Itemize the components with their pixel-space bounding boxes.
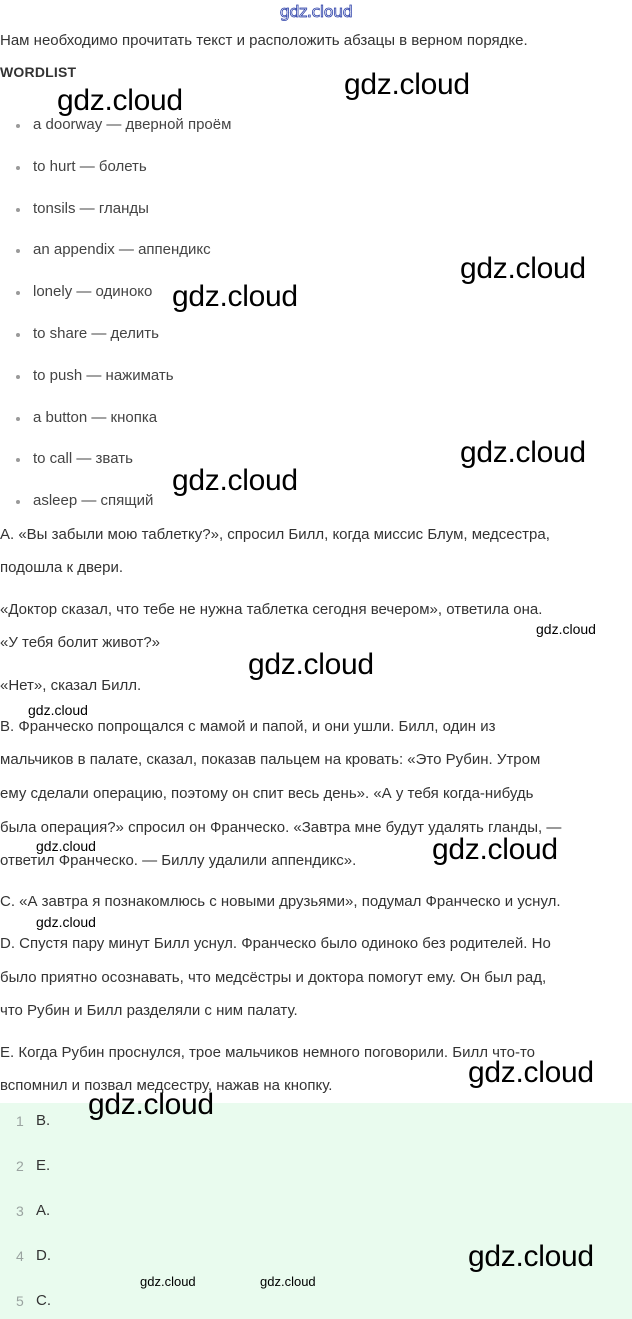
bullet-icon [16, 500, 20, 504]
paragraph-a-line: подошла к двери. [0, 559, 124, 576]
watermark: gdz.cloud [468, 1056, 594, 1089]
bullet-icon [16, 417, 20, 421]
watermark: gdz.cloud [57, 84, 183, 117]
watermark: gdz.cloud [248, 648, 374, 681]
paragraph-c-line: C. «А завтра я познакомлюсь с новыми друзьями», подумал Франческо и уснул. [0, 893, 561, 910]
watermark: gdz.cloud [172, 464, 298, 497]
paragraph-d-line: что Рубин и Билл разделяли с ним палату. [0, 1002, 298, 1019]
bullet-icon [16, 333, 20, 337]
paragraph-b-line: была операция?» спросил он Франческо. «Завтра мне будут удалять гланды, — [0, 819, 562, 836]
bullet-icon [16, 208, 20, 212]
answer-list: 1 B. 2 E. 3 A. 4 D. 5 C. [0, 1103, 632, 1319]
watermark: gdz.cloud [260, 1274, 316, 1289]
paragraph-a-line: «У тебя болит живот?» [0, 634, 161, 651]
paragraph-d-line: D. Спустя пару минут Билл уснул. Франческо было одиноко без родителей. Но [0, 935, 551, 952]
bullet-icon [16, 291, 20, 295]
paragraph-b-line: ему сделали операцию, поэтому он спит весь день». «А у тебя когда-нибудь [0, 785, 534, 802]
watermark: gdz.cloud [460, 436, 586, 469]
watermark: gdz.cloud [536, 621, 596, 637]
bullet-icon [16, 166, 20, 170]
bullet-icon [16, 249, 20, 253]
bullet-icon [16, 124, 20, 128]
watermark: gdz.cloud [460, 252, 586, 285]
bullet-icon [16, 458, 20, 462]
watermark: gdz.cloud [468, 1240, 594, 1273]
watermark: gdz.cloud [172, 280, 298, 313]
watermark: gdz.cloud [28, 702, 88, 718]
paragraph-e-line: вспомнил и позвал медсестру, нажав на кнопку. [0, 1077, 333, 1094]
watermark: gdz.cloud [36, 914, 96, 930]
paragraph-b-line: ответил Франческо. — Биллу удалили аппендикс». [0, 852, 357, 869]
watermark: gdz.cloud [36, 838, 96, 854]
intro-text: Нам необходимо прочитать текст и расположить абзацы в верном порядке. [0, 32, 528, 49]
wordlist-heading: WORDLIST [0, 64, 77, 80]
watermark-top: gdz.cloud [279, 2, 353, 21]
paragraph-d-line: было приятно осознавать, что медсёстры и доктора помогут ему. Он был рад, [0, 969, 547, 986]
paragraph-a-line: «Доктор сказал, что тебе не нужна таблетка сегодня вечером», ответила она. [0, 601, 543, 618]
paragraph-a-line: «Нет», сказал Билл. [0, 677, 142, 694]
paragraph-b-line: B. Франческо попрощался с мамой и папой, и они ушли. Билл, один из [0, 718, 496, 735]
watermark: gdz.cloud [140, 1274, 196, 1289]
bullet-icon [16, 375, 20, 379]
paragraph-e-line: E. Когда Рубин проснулся, трое мальчиков немного поговорили. Билл что-то [0, 1044, 536, 1061]
watermark: gdz.cloud [432, 833, 558, 866]
paragraph-a-line: A. «Вы забыли мою таблетку?», спросил Билл, когда миссис Блум, медсестра, [0, 526, 550, 543]
paragraph-b-line: мальчиков в палате, сказал, показав пальцем на кровать: «Это Рубин. Утром [0, 751, 541, 768]
watermark: gdz.cloud [344, 68, 470, 101]
watermark: gdz.cloud [88, 1088, 214, 1121]
